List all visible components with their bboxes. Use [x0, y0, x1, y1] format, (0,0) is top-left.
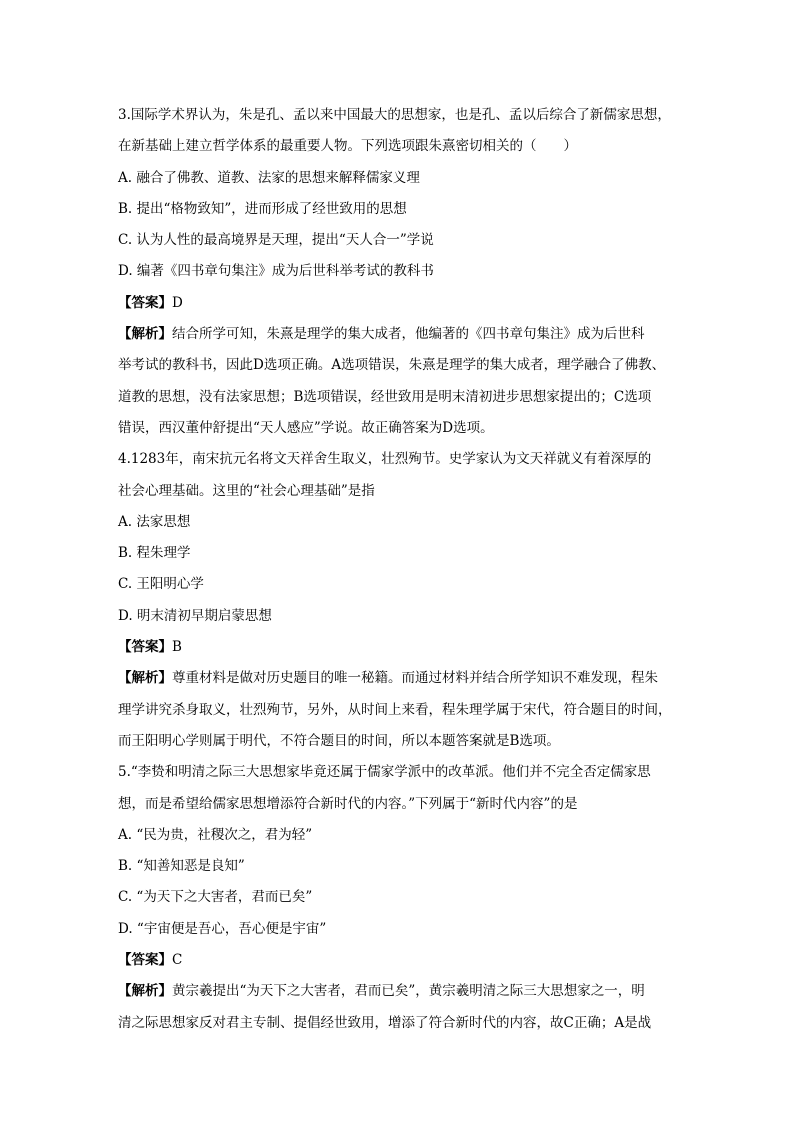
q4-option-a: A. 法家思想	[118, 513, 191, 530]
q4-stem-line-2: 社会心理基础。这里的“社会心理基础”是指	[118, 482, 375, 499]
q3-stem-line-2: 在新基础上建立哲学体系的最重要人物。下列选项跟朱熹密切相关的（ ）	[118, 138, 577, 155]
q5-answer-value: C	[172, 952, 183, 969]
q4-answer-value: B	[172, 639, 182, 656]
q3-analysis-line-4: 错误，西汉董仲舒提出“天人感应”学说。故正确答案为D选项。	[118, 419, 494, 436]
q5-option-a: A. “民为贵，社稷次之，君为轻”	[118, 826, 313, 843]
q3-answer-tag: 【答案】	[118, 294, 172, 311]
q3-option-c: C. 认为人性的最高境界是天理，提出“天人合一”学说	[118, 232, 434, 249]
q4-analysis-line-3: 而王阳明心学则属于明代，不符合题目的时间，所以本题答案就是B选项。	[118, 732, 560, 749]
q5-option-c: C. “为天下之大害者，君而已矣”	[118, 889, 313, 906]
q3-option-a: A. 融合了佛教、道教、法家的思想来解释儒家义理	[118, 169, 420, 186]
q5-analysis-tag: 【解析】	[118, 983, 172, 1000]
q3-answer	[118, 288, 678, 319]
q4-answer-tag: 【答案】	[118, 639, 172, 656]
q5-stem-line-1: 5.“李贽和明清之际三大思想家毕竟还属于儒家学派中的改革派。他们并不完全否定儒家思	[118, 764, 651, 781]
q4-analysis-text-1: 尊重材料是做对历史题目的唯一秘籍。而通过材料并结合所学知识不难发现，程朱	[172, 670, 658, 687]
q3-option-d: D. 编著《四书章句集注》成为后世科举考试的教科书	[118, 263, 434, 280]
q5-option-b: B. “知善知恶是良知”	[118, 858, 245, 875]
q3-option-b: B. 提出“格物致知”，进而形成了经世致用的思想	[118, 200, 407, 217]
q5-option-d: D. “宇宙便是吾心，吾心便是宇宙”	[118, 920, 327, 937]
q3-analysis-line-2: 举考试的教科书，因此D选项正确。A选项错误，朱熹是理学的集大成者，理学融合了佛教、	[118, 357, 666, 374]
q5-analysis-line-1	[118, 976, 678, 1007]
q5-analysis-text-1: 黄宗羲提出“为天下之大害者，君而已矣”，黄宗羲明清之际三大思想家之一，明	[172, 983, 645, 1000]
q4-answer	[118, 632, 678, 663]
document-page	[118, 100, 678, 1039]
q3-analysis-line-3: 道教的思想，没有法家思想；B选项错误，经世致用是明末清初进步思想家提出的；C选项	[118, 388, 652, 405]
q4-stem-line-1: 4.1283年，南宋抗元名将文天祥舍生取义，壮烈殉节。史学家认为文天祥就义有着深厚的	[118, 451, 652, 468]
q4-option-c: C. 王阳明心学	[118, 576, 204, 593]
q4-option-b: B. 程朱理学	[118, 545, 191, 562]
q5-answer	[118, 945, 678, 976]
q5-analysis-line-2: 清之际思想家反对君主专制、提倡经世致用，增添了符合新时代的内容，故C正确；A是战	[118, 1014, 652, 1031]
q3-analysis-text-1: 结合所学可知，朱熹是理学的集大成者，他编著的《四书章句集注》成为后世科	[172, 326, 645, 343]
q3-answer-value: D	[172, 294, 183, 311]
q5-answer-tag: 【答案】	[118, 952, 172, 969]
q4-analysis-line-1	[118, 663, 678, 694]
q5-stem-line-2: 想，而是希望给儒家思想增添符合新时代的内容。”下列属于“新时代内容”的是	[118, 795, 578, 812]
q3-analysis-line-1	[118, 319, 678, 350]
q4-option-d: D. 明末清初早期启蒙思想	[118, 607, 272, 624]
q4-analysis-tag: 【解析】	[118, 670, 172, 687]
q3-analysis-tag: 【解析】	[118, 326, 172, 343]
q3-stem-line-1: 3.国际学术界认为，朱是孔、孟以来中国最大的思想家，也是孔、孟以后综合了新儒家思想，	[118, 107, 671, 123]
q4-analysis-line-2: 理学讲究杀身取义，壮烈殉节，另外，从时间上来看，程朱理学属于宋代，符合题目的时间，	[118, 701, 672, 718]
